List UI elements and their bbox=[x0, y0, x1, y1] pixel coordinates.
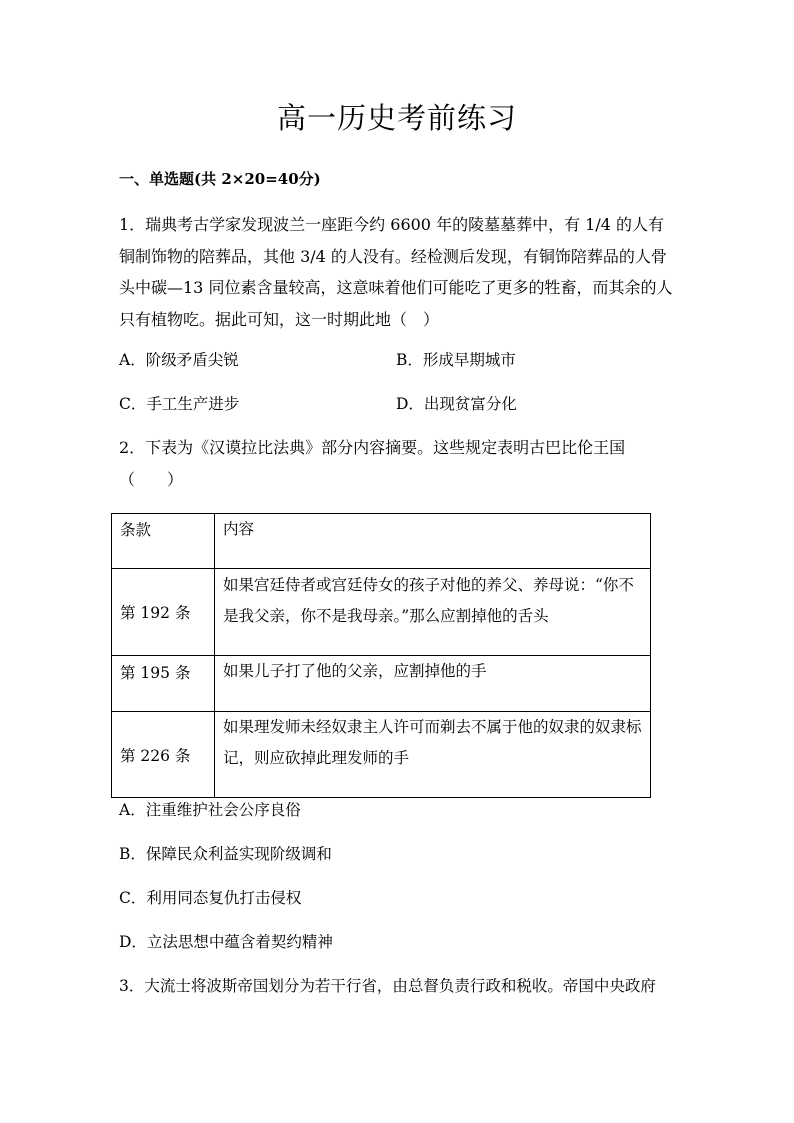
table-cell-content: 如果儿子打了他的父亲，应割掉他的手 bbox=[215, 656, 651, 712]
table-cell-clause: 第 192 条 bbox=[112, 569, 215, 656]
table-header-row bbox=[112, 514, 651, 569]
page-title: 高一历史考前练习 bbox=[276, 101, 517, 135]
question-3-stem: 3．大流士将波斯帝国划分为若干行省，由总督负责行政和税收。帝国中央政府 bbox=[119, 977, 656, 995]
q1-option-c: C．手工生产进步 bbox=[119, 395, 240, 413]
law-table bbox=[111, 513, 651, 798]
question-2-stem: 2．下表为《汉谟拉比法典》部分内容摘要。这些规定表明古巴比伦王国（ ） bbox=[119, 438, 626, 489]
q1-option-b: B．形成早期城市 bbox=[396, 351, 516, 369]
section-heading: 一、单选题(共 2×20=40分) bbox=[119, 170, 321, 188]
table-header-clause: 条款 bbox=[112, 514, 215, 569]
q1-option-a: A．阶级矛盾尖锐 bbox=[119, 351, 239, 369]
q1-option-d: D．出现贫富分化 bbox=[396, 395, 517, 413]
q2-option-c: C．利用同态复仇打击侵权 bbox=[119, 889, 302, 907]
question-1-stem: 1．瑞典考古学家发现波兰一座距今约 6600 年的陵墓墓葬中，有 1/4 的人有铜制饰物的陪葬品，其他 3/4 的人没有。经检测后发现，有铜饰陪葬品的人骨头中碳—13 同位素含量较高，这意味着他们可能吃了更多的牲畜，而其余的人只有植物吃。据此可知，这一时期此地（ ） bbox=[119, 215, 673, 329]
q2-option-a: A．注重维护社会公序良俗 bbox=[119, 801, 301, 819]
table-row bbox=[112, 656, 651, 712]
table-row bbox=[112, 569, 651, 656]
table-cell-content: 如果宫廷侍者或宫廷侍女的孩子对他的养父、养母说：“你不是我父亲，你不是我母亲。”那么应割掉他的舌头 bbox=[215, 569, 651, 656]
q2-option-d: D．立法思想中蕴含着契约精神 bbox=[119, 933, 333, 951]
table-cell-content: 如果理发师未经奴隶主人许可而剃去不属于他的奴隶的奴隶标记，则应砍掉此理发师的手 bbox=[215, 712, 651, 798]
table-cell-clause: 第 195 条 bbox=[112, 656, 215, 712]
q2-option-b: B．保障民众利益实现阶级调和 bbox=[119, 845, 332, 863]
table-cell-clause: 第 226 条 bbox=[112, 712, 215, 798]
table-header-content: 内容 bbox=[215, 514, 651, 569]
table-row bbox=[112, 712, 651, 798]
